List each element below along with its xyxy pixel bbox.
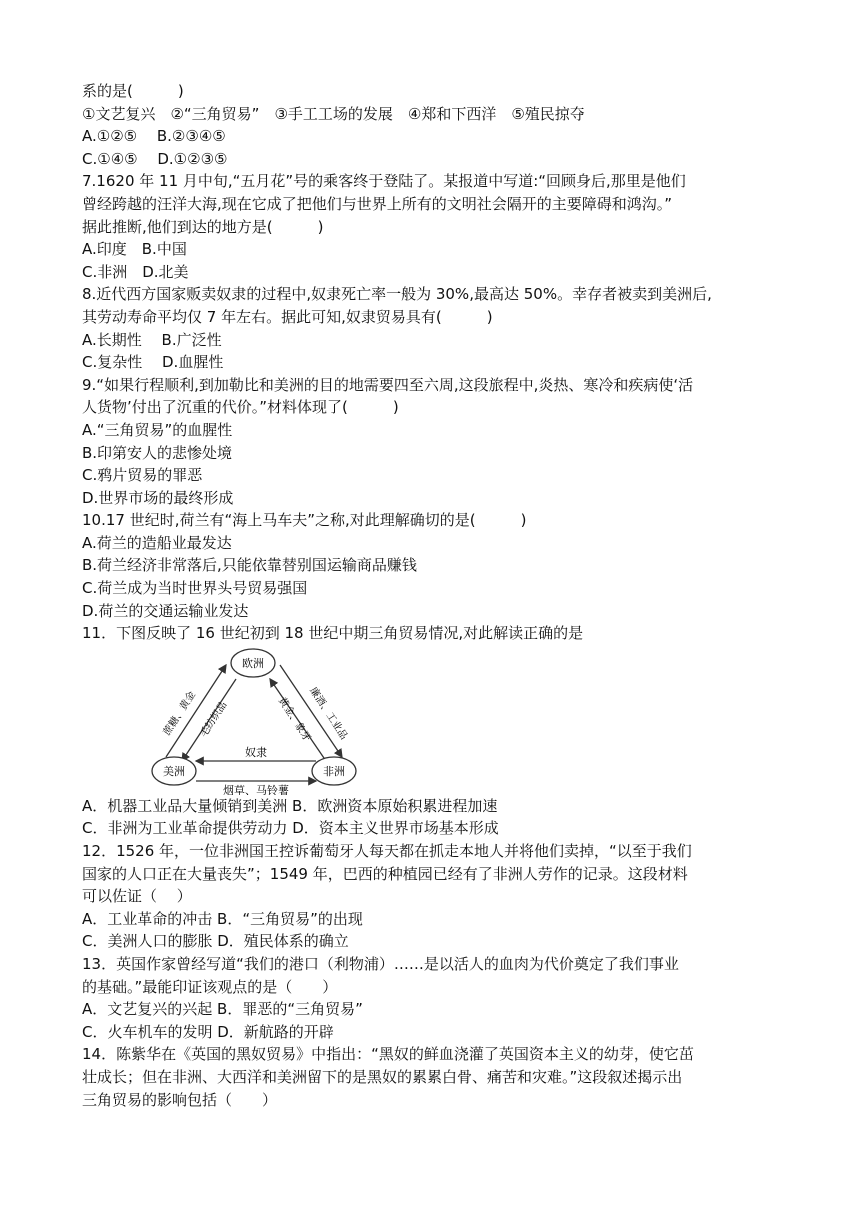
document-page — [82, 80, 782, 1111]
edge-label-sugar-gold: 蔗糖、黄金 — [161, 689, 199, 738]
edge-label-slaves: 奴隶 — [245, 745, 267, 759]
text-line: 人货物’付出了沉重的代价。”材料体现了( ) — [82, 398, 399, 417]
question-11: 11．下图反映了 16 世纪初到 18 世纪中期三角贸易情况,对此解读正确的是 — [82, 624, 584, 643]
node-europe-label: 欧洲 — [242, 656, 264, 670]
text-line: C．非洲为工业革命提供劳动力 D．资本主义世界市场基本形成 — [82, 819, 499, 838]
text-line: D.世界市场的最终形成 — [82, 488, 234, 507]
text-line: C.复杂性 D.血腥性 — [82, 353, 224, 372]
question-12: 12．1526 年，一位非洲国王控诉葡萄牙人每天都在抓走本地人并将他们卖掉，“以至于我们 — [82, 842, 692, 861]
triangle-trade-diagram — [144, 645, 364, 795]
text-line: C.非洲 D.北美 — [82, 262, 189, 281]
text-line: A．工业革命的冲击 B．“三角贸易”的出现 — [82, 909, 363, 928]
text-line: 壮成长；但在非洲、大西洋和美洲留下的是黑奴的累累白骨、痛苦和灾难。”这段叙述揭示出 — [82, 1067, 683, 1086]
text-line: 三角贸易的影响包括（ ） — [82, 1090, 278, 1109]
text-line: C.荷兰成为当时世界头号贸易强国 — [82, 579, 308, 598]
text-line: A．机器工业品大量倾销到美洲 B．欧洲资本原始积累进程加速 — [82, 796, 498, 815]
text-line: 可以佐证（ ） — [82, 887, 192, 906]
text-line: D.荷兰的交通运输业发达 — [82, 601, 249, 620]
question-8: 8.近代西方国家贩卖奴隶的过程中,奴隶死亡率一般为 30%,最高达 50%。幸存者被卖到美洲后, — [82, 285, 712, 304]
text-line: C.①④⑤ D.①②③⑤ — [82, 149, 228, 168]
edge-label-woolens: 毛纺织品 — [198, 699, 230, 740]
question-13: 13．英国作家曾经写道“我们的港口（利物浦）……是以活人的血肉为代价奠定了我们事业 — [82, 955, 679, 973]
question-7: 7.1620 年 11 月中旬,“五月花”号的乘客终于登陆了。某报道中写道:“回顾身后,那里是他们 — [82, 172, 686, 191]
text-line: 国家的人口正在大量丧失”；1549 年，巴西的种植园已经有了非洲人劳作的记录。这段材料 — [82, 864, 688, 883]
text-line: C.鸦片贸易的罪恶 — [82, 466, 203, 485]
text-line: A.印度 B.中国 — [82, 240, 187, 259]
edge-label-tobacco-potato: 烟草、马铃薯 — [223, 783, 289, 795]
text-line: ①文艺复兴 ②“三角贸易” ③手工工场的发展 ④郑和下西洋 ⑤殖民掠夺 — [82, 104, 585, 123]
text-line: B.荷兰经济非常落后,只能依靠替别国运输商品赚钱 — [82, 556, 417, 575]
text-line: A．文艺复兴的兴起 B．罪恶的“三角贸易” — [82, 1000, 363, 1019]
text-line: B.印第安人的悲惨处境 — [82, 443, 233, 462]
question-9: 9.“如果行程顺利,到加勒比和美洲的目的地需要四至六周,这段旅程中,炎热、寒冷和疾病使‘活 — [82, 375, 694, 394]
question-14: 14．陈紫华在《英国的黑奴贸易》中指出：“黑奴的鲜血浇灌了英国资本主义的幼芽，使它茁 — [82, 1045, 694, 1064]
node-america-label: 美洲 — [163, 764, 185, 778]
text-line: C．火车机车的发明 D．新航路的开辟 — [82, 1022, 334, 1041]
text-line: C．美洲人口的膨胀 D．殖民体系的确立 — [82, 932, 349, 951]
text-line: A.荷兰的造船业最发达 — [82, 533, 232, 552]
edge-label-wine-goods: 廉酒、工业品 — [307, 685, 350, 742]
node-africa-label: 非洲 — [323, 764, 345, 778]
text-line: A.长期性 B.广泛性 — [82, 330, 222, 349]
text-line: A.“三角贸易”的血腥性 — [82, 420, 233, 439]
text-line: 的基础。”最能印证该观点的是（ ） — [82, 977, 338, 996]
text-line: 曾经跨越的汪洋大海,现在它成了把他们与世界上所有的文明社会隔开的主要障碍和鸿沟。” — [82, 194, 673, 213]
text-line: 系的是( ) — [82, 82, 184, 100]
question-10: 10.17 世纪时,荷兰有“海上马车夫”之称,对此理解确切的是( ) — [82, 511, 527, 530]
text-line: A.①②⑤ B.②③④⑤ — [82, 127, 226, 146]
text-line: 据此推断,他们到达的地方是( ) — [82, 217, 324, 236]
text-line: 其劳动寿命平均仅 7 年左右。据此可知,奴隶贸易具有( ) — [82, 307, 493, 326]
edge-label-gold-ivory: 黄金、象牙 — [275, 695, 313, 744]
